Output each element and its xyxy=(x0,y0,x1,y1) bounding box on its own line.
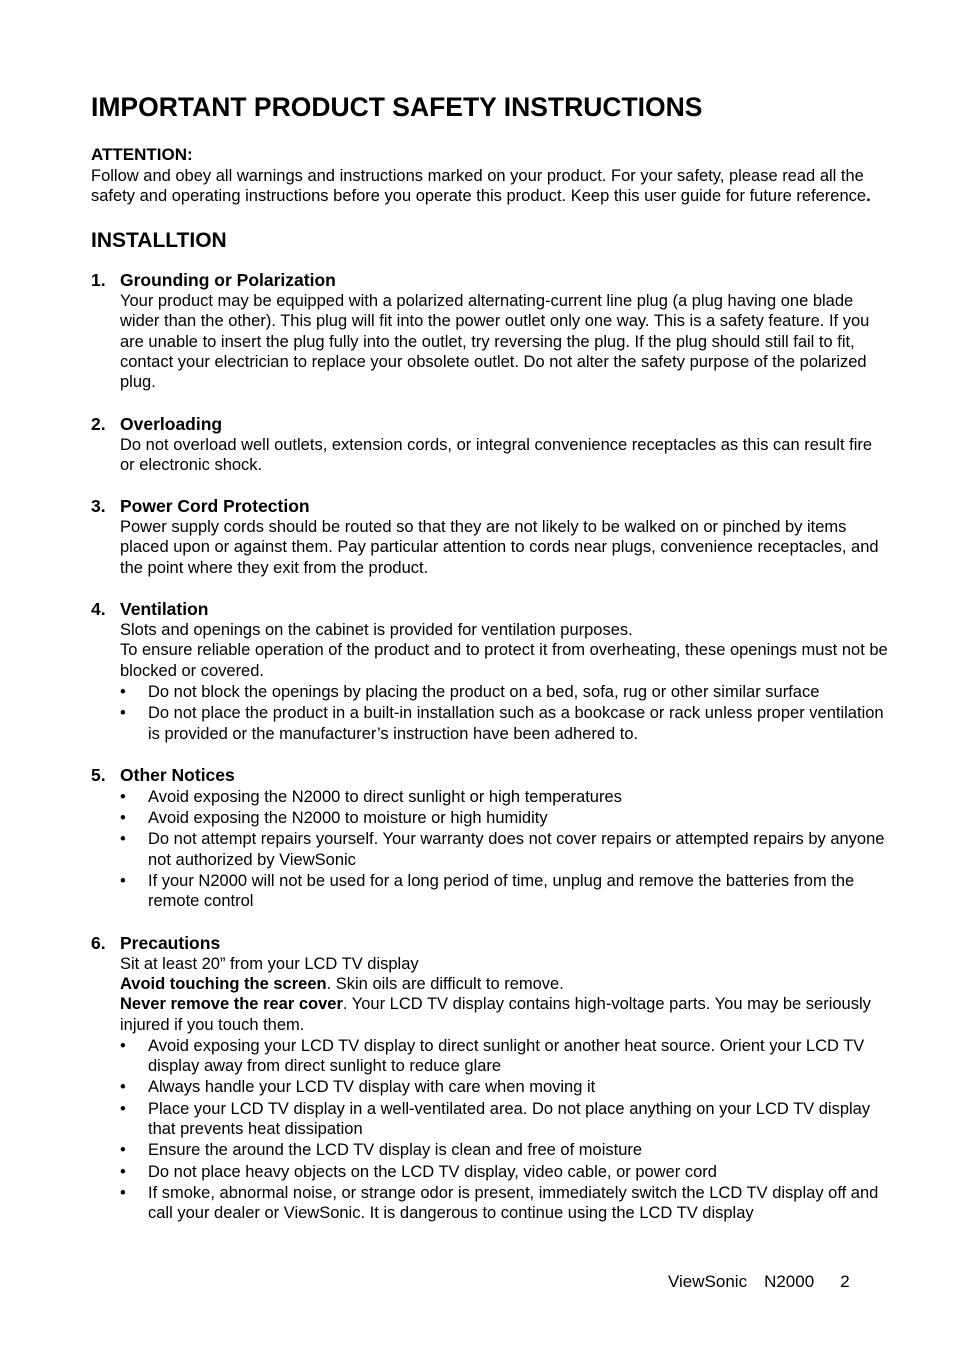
attention-heading: ATTENTION: xyxy=(91,145,193,164)
list-item xyxy=(120,703,891,744)
paragraph-text: . Your LCD TV display contains high-voltage parts. You may be seriously injured if you touch them. xyxy=(120,995,871,1034)
section-title: Precautions xyxy=(120,932,221,953)
list-item-text: If smoke, abnormal noise, or strange odor is present, immediately switch the LCD TV display off and call your dealer or ViewSonic. It is dangerous to continue using the LCD TV display xyxy=(148,1183,879,1223)
bullet-icon: • xyxy=(120,1036,126,1055)
list-item-text: Place your LCD TV display in a well-ventilated area. Do not place anything on your LCD TV display that prevents heat dissipation xyxy=(148,1099,871,1138)
page-number: 2 xyxy=(840,1272,850,1291)
section-paragraph: Your product may be equipped with a polarized alternating-current line plug (a plug having one blade wider than the other). This plug will fit into the power outlet only one way. This is a safety feature. If you are unable to insert the plug fully into the outlet, try reversing the plug. If the plug should still fail to fit, contact your electrician to replace your obsolete outlet. Do not alter the safety purpose of the polarized plug. xyxy=(120,292,870,392)
section-ventilation xyxy=(91,598,891,744)
bullet-icon: • xyxy=(120,787,126,806)
section-number: 4. xyxy=(91,599,106,620)
attention-end-mark: . xyxy=(866,186,871,205)
list-item-text: Avoid exposing the N2000 to direct sunlight or high temperatures xyxy=(148,787,622,806)
attention-text xyxy=(91,166,891,207)
section-paragraph: Power supply cords should be routed so that they are not likely to be walked on or pinched by items placed upon or against them. Pay particular attention to cords near plugs, convenience receptacles, and the point where they exit from the product. xyxy=(120,518,879,577)
list-item-text: Do not place the product in a built-in installation such as a bookcase or rack unless proper ventilation is provided or the manufacturer’s instruction have been adhered to. xyxy=(148,704,884,743)
list-item-text: Avoid exposing your LCD TV display to direct sunlight or another heat source. Orient your LCD TV display away from direct sunlight to reduce glare xyxy=(148,1036,865,1076)
list-item-text: If your N2000 will not be used for a long period of time, unplug and remove the batteries from the remote control xyxy=(148,872,855,911)
bullet-icon: • xyxy=(120,872,126,891)
section-number: 6. xyxy=(91,932,106,953)
bullet-icon: • xyxy=(120,682,126,701)
list-item-text: Ensure the around the LCD TV display is clean and free of moisture xyxy=(148,1141,643,1160)
section-title: Grounding or Polarization xyxy=(120,270,336,291)
list-item-text: Avoid exposing the N2000 to moisture or high humidity xyxy=(148,809,548,828)
section-paragraph: Slots and openings on the cabinet is provided for ventilation purposes. xyxy=(120,621,633,640)
bullet-icon: • xyxy=(120,1141,126,1160)
paragraph-text: . Skin oils are difficult to remove. xyxy=(326,974,564,993)
bullet-list xyxy=(120,1036,891,1224)
emphasis-text: Avoid touching the screen xyxy=(120,974,327,993)
section-number: 3. xyxy=(91,496,106,517)
bullet-list xyxy=(120,787,891,912)
section-title: Ventilation xyxy=(120,599,209,620)
page-footer xyxy=(668,1271,850,1293)
section-paragraph: To ensure reliable operation of the product and to protect it from overheating, these openings must not be blocked or covered. xyxy=(120,641,888,680)
section-number: 2. xyxy=(91,413,106,434)
list-item xyxy=(120,829,891,870)
bullet-icon: • xyxy=(120,830,126,849)
section-paragraph xyxy=(120,974,891,994)
section-number: 1. xyxy=(91,270,106,291)
list-item xyxy=(120,1036,891,1077)
footer-model: N2000 xyxy=(764,1272,815,1291)
section-paragraph: Sit at least 20” from your LCD TV display xyxy=(120,954,419,973)
bullet-icon: • xyxy=(120,1183,126,1202)
section-other-notices xyxy=(91,764,891,912)
attention-body: Follow and obey all warnings and instructions marked on your product. For your safety, please read all the safety and operating instructions before you operate this product. Keep this user guide for future reference xyxy=(91,166,867,205)
list-item xyxy=(120,1183,891,1224)
list-item xyxy=(120,871,891,912)
bullet-icon: • xyxy=(120,1162,126,1181)
section-paragraph: Do not overload well outlets, extension cords, or integral convenience receptacles as this can result fire or electronic shock. xyxy=(120,435,873,474)
page-title: IMPORTANT PRODUCT SAFETY INSTRUCTIONS xyxy=(91,92,703,122)
bullet-icon: • xyxy=(120,1078,126,1097)
list-item-text: Always handle your LCD TV display with care when moving it xyxy=(148,1078,596,1097)
list-item xyxy=(120,1162,891,1182)
section-paragraph xyxy=(120,994,891,1035)
section-grounding xyxy=(91,269,891,392)
emphasis-text: Never remove the rear cover xyxy=(120,995,343,1014)
list-item xyxy=(120,808,891,828)
list-item-text: Do not attempt repairs yourself. Your warranty does not cover repairs or attempted repairs by anyone not authorized by ViewSonic xyxy=(148,830,885,869)
list-item xyxy=(120,1140,891,1160)
section-power-cord xyxy=(91,495,891,578)
section-overloading xyxy=(91,413,891,476)
list-item xyxy=(120,787,891,807)
bullet-icon: • xyxy=(120,809,126,828)
bullet-icon: • xyxy=(120,704,126,723)
bullet-icon: • xyxy=(120,1099,126,1118)
section-precautions xyxy=(91,932,891,1224)
document-page xyxy=(91,90,891,1243)
footer-brand: ViewSonic xyxy=(668,1272,748,1291)
list-item-text: Do not block the openings by placing the product on a bed, sofa, rug or other similar surface xyxy=(148,682,820,701)
section-title: Power Cord Protection xyxy=(120,496,310,517)
list-item xyxy=(120,1099,891,1140)
section-number: 5. xyxy=(91,764,106,785)
list-item-text: Do not place heavy objects on the LCD TV display, video cable, or power cord xyxy=(148,1162,717,1181)
list-item xyxy=(120,1077,891,1097)
section-title: Other Notices xyxy=(120,764,235,785)
list-item xyxy=(120,682,891,702)
installation-heading: INSTALLTION xyxy=(91,229,227,253)
section-title: Overloading xyxy=(120,413,223,434)
bullet-list xyxy=(120,682,891,744)
